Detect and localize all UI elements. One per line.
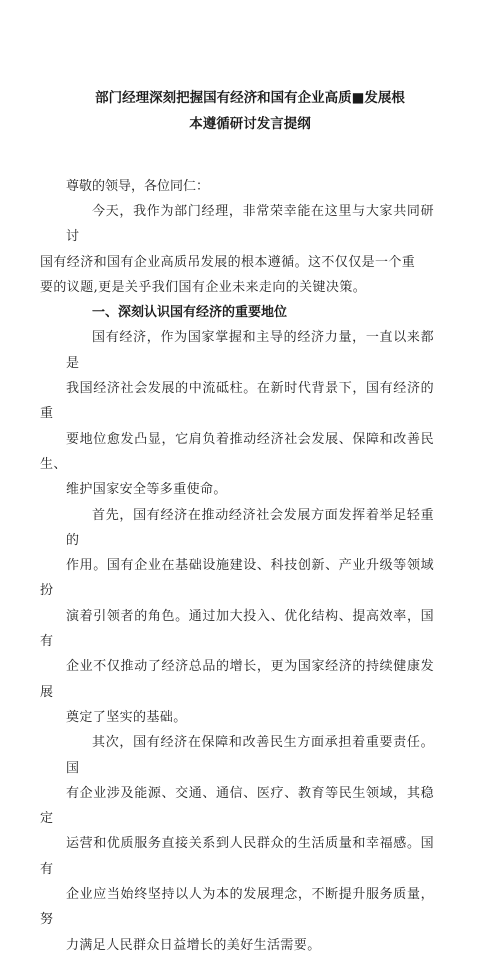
text-line: 要地位愈发凸显，它肩负着推动经济社会发展、保障和改善民生、 bbox=[40, 431, 434, 472]
text-line: 有企业涉及能源、交通、通信、医疗、教育等民生领域，其稳定 bbox=[40, 785, 434, 827]
paragraph-2 bbox=[40, 503, 434, 731]
text-line: 要的议题,更是关乎我们国有企业未来走向的关键决策。 bbox=[40, 279, 367, 295]
text-line: 其次，国有经济在保障和改善民生方面承担着重要责任。国 bbox=[66, 735, 434, 776]
text-line: 奠定了坚实的基础。 bbox=[66, 709, 187, 725]
text-line: 作用。国有企业在基础设施建设、科技创新、产业升级等领域扮 bbox=[40, 558, 434, 599]
text-line: 国有经济，作为国家掌握和主导的经济力量，一直以来都是 bbox=[66, 330, 434, 371]
title-line-1: 部门经理深刻把握国有经济和国有企业高质■发展根 bbox=[95, 90, 405, 106]
paragraph-3 bbox=[40, 730, 434, 958]
salutation: 尊敬的领导，各位同仁： bbox=[66, 179, 210, 194]
title-line-2: 本遵循研讨发言提纲 bbox=[189, 116, 311, 132]
text-line: 首先，国有经济在推动经济社会发展方面发挥着举足轻重的 bbox=[66, 507, 434, 548]
section-heading: 一、深刻认识国有经济的重要地位 bbox=[92, 305, 288, 321]
text-line: 我国经济社会发展的中流砥柱。在新时代背景下，国有经济的重 bbox=[40, 381, 434, 422]
text-line: 力满足人民群众日益增长的美好生活需要。 bbox=[66, 937, 321, 953]
document-title bbox=[66, 86, 434, 136]
text-line: 国有经济和国有企业高质吊发展的根本遵循。这不仅仅是一个重 bbox=[40, 254, 416, 270]
text-line: 企业不仅推动了经济总品的增长，更为国家经济的持续健康发展 bbox=[40, 659, 434, 700]
text-line: 企业应当始终坚持以人为本的发展理念，不断提升服务质量，努 bbox=[40, 887, 434, 928]
paragraph-1 bbox=[40, 325, 434, 502]
intro-paragraph bbox=[40, 199, 434, 300]
text-line: 今天，我作为部门经理，非常荣幸能在这里与大家共同研讨 bbox=[66, 204, 434, 245]
text-line: 演着引领者的角色。通过加大投入、优化结构、提高效率，国有 bbox=[40, 608, 434, 650]
text-line: 维护国家安全等多重使命。 bbox=[66, 482, 227, 498]
text-line: 运营和优质服务直接关系到人民群众的生活质量和幸福感。国有 bbox=[40, 836, 434, 877]
